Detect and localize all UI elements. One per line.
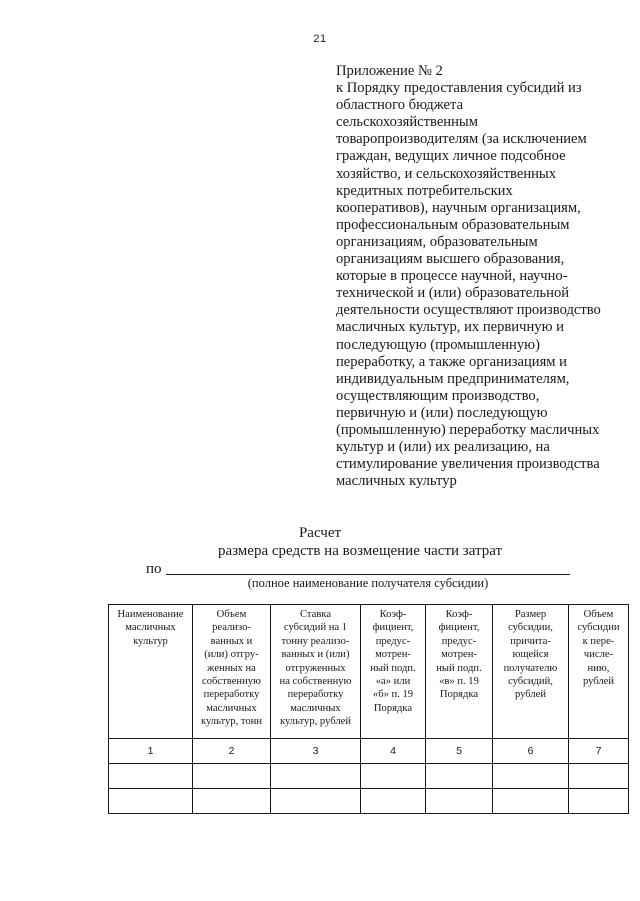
- table-header-row: [109, 605, 629, 739]
- column-header-subsidy-amount: Размер субсидии, причита- ющейся получателю субсидий, рублей: [493, 605, 569, 739]
- appendix-line: индивидуальным предпринимателям,: [336, 370, 570, 387]
- appendix-line: областного бюджета: [336, 97, 464, 114]
- table-row: [109, 764, 629, 789]
- column-header-crop-name: Наименование масличных культур: [109, 605, 193, 739]
- appendix-line: стимулирование увеличения производства: [336, 456, 600, 473]
- appendix-line: профессиональным образовательным: [336, 216, 570, 233]
- appendix-line: переработку, а также организациям и: [336, 353, 567, 370]
- page-number: 21: [313, 33, 327, 45]
- appendix-line: осуществляющим производство,: [336, 387, 540, 404]
- column-number: 6: [493, 739, 569, 764]
- appendix-line: культур и (или) их реализацию, на: [336, 439, 550, 456]
- table-cell: [271, 764, 361, 789]
- table-cell: [361, 764, 426, 789]
- recipient-hint: (полное наименование получателя субсидии): [247, 576, 489, 590]
- appendix-line: первичную и (или) последующую: [336, 404, 548, 421]
- recipient-blank-line: [166, 574, 570, 575]
- appendix-line: граждан, ведущих личное подсобное: [336, 148, 566, 165]
- table-cell: [271, 789, 361, 814]
- column-header-volume: Объем реализо- ванных и (или) отгру- женных на собственную переработку масличных культур, тонн: [193, 605, 271, 739]
- table-cell: [493, 764, 569, 789]
- appendix-line: которые в процессе научной, научно-: [336, 268, 568, 285]
- table-cell: [361, 789, 426, 814]
- column-number-row: [109, 739, 629, 764]
- table-cell: [569, 789, 629, 814]
- column-header-rate: Ставка субсидий на 1 тонну реализо- ванных и (или) отгруженных на собственную переработку масличных культур, рублей: [271, 605, 361, 739]
- column-number: 5: [426, 739, 493, 764]
- appendix-line: хозяйство, и сельскохозяйственных: [336, 165, 557, 182]
- appendix-line: к Порядку предоставления субсидий из: [336, 80, 582, 97]
- column-header-coefficient-ab: Коэф- фициент, предус- мотрен- ный подп. «а» или «б» п. 19 Порядка: [361, 605, 426, 739]
- appendix-line: товаропроизводителям (за исключением: [336, 131, 587, 148]
- table-cell: [426, 764, 493, 789]
- column-header-transfer-amount: Объем субсидии к пере- числе- нию, рублей: [569, 605, 629, 739]
- appendix-line: организациям, образовательным: [336, 233, 538, 250]
- column-number: 7: [569, 739, 629, 764]
- column-number: 4: [361, 739, 426, 764]
- table-cell: [193, 789, 271, 814]
- appendix-line: масличных культур: [336, 473, 457, 490]
- calculation-table: [108, 604, 629, 814]
- table-cell: [109, 764, 193, 789]
- calculation-subtitle: размера средств на возмещение части затрат: [217, 543, 503, 559]
- column-number: 3: [271, 739, 361, 764]
- column-number: 1: [109, 739, 193, 764]
- appendix-line: Приложение № 2: [336, 63, 443, 79]
- table-cell: [109, 789, 193, 814]
- table-cell: [426, 789, 493, 814]
- column-header-coefficient-v: Коэф- фициент, предус- мотрен- ный подп. «в» п. 19 Порядка: [426, 605, 493, 739]
- appendix-line: сельскохозяйственным: [336, 114, 478, 131]
- appendix-line: технической и (или) образовательной: [336, 285, 570, 302]
- appendix-line: кредитных потребительских: [336, 182, 513, 199]
- appendix-heading: [336, 63, 621, 490]
- appendix-line: масличных культур, их первичную и: [336, 319, 564, 336]
- table-cell: [569, 764, 629, 789]
- calculation-title: Расчет: [298, 525, 342, 541]
- appendix-line: деятельности осуществляют производство: [336, 302, 601, 319]
- appendix-line: организациям высшего образования,: [336, 251, 565, 268]
- recipient-prefix: по: [146, 561, 162, 577]
- appendix-line: кооперативов), научным организациям,: [336, 199, 581, 216]
- column-number: 2: [193, 739, 271, 764]
- table-row: [109, 789, 629, 814]
- appendix-line: (промышленную) переработку масличных: [336, 421, 600, 438]
- appendix-line: последующую (промышленную): [336, 336, 540, 353]
- table-cell: [493, 789, 569, 814]
- table-cell: [193, 764, 271, 789]
